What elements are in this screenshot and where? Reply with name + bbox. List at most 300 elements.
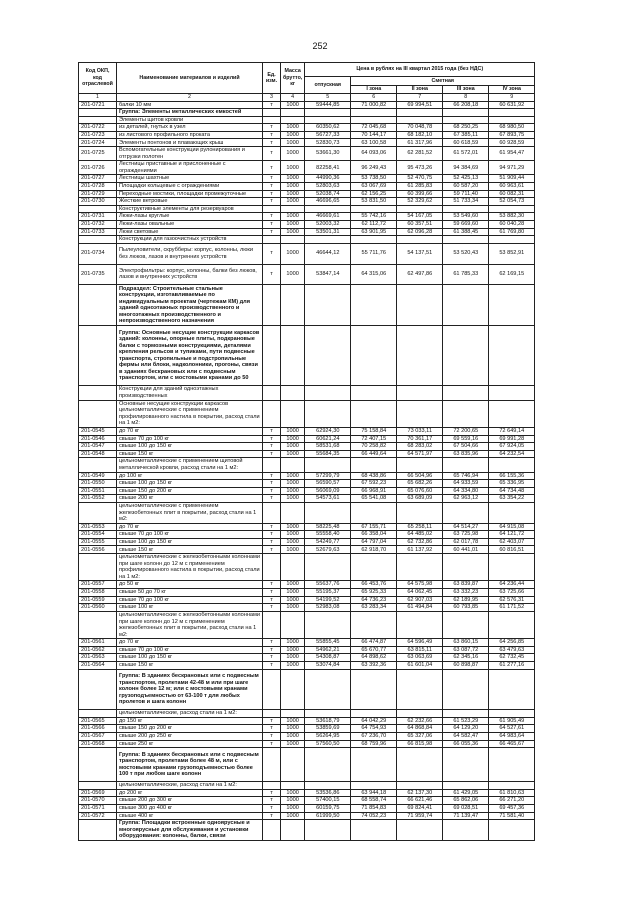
zone-1-price-cell: 66 453,76 [351,581,397,589]
zone-2-price-cell: 52 329,62 [397,198,443,206]
release-price-cell: 56590,57 [305,480,351,488]
zone-4-price-cell: 62 403,07 [489,538,535,546]
mass-cell: 1000 [281,198,305,206]
code-cell: 201-0733 [79,228,117,236]
name-cell: Жесткие ветровые [117,198,263,206]
code-cell [79,236,117,244]
code-cell [79,669,117,710]
zone-3-price-cell [443,285,489,326]
zone-1-price-cell: 66 474,87 [351,639,397,647]
release-price-cell [305,782,351,790]
table-row [79,782,535,790]
mass-cell: 1000 [281,789,305,797]
zone-2-price-cell: 62 096,28 [397,228,443,236]
table-row [79,161,535,175]
page-number: 252 [312,41,328,51]
code-cell: 201-0553 [79,523,117,531]
zone-4-price-cell: 69 457,36 [489,804,535,812]
mass-cell: 1000 [281,435,305,443]
unit-cell [263,820,281,841]
zone-3-price-cell: 62 963,12 [443,495,489,503]
mass-cell: 1000 [281,797,305,805]
code-cell: 201-0726 [79,161,117,175]
release-price-cell: 54249,77 [305,538,351,546]
release-price-cell [305,820,351,841]
code-cell: 201-0564 [79,661,117,669]
zone-2-price-cell: 62 732,86 [397,538,443,546]
zone-2-price-cell: 62 137,30 [397,789,443,797]
table-row [79,190,535,198]
zone-4-price-cell [489,669,535,710]
code-cell [79,554,117,581]
zone-2-price-cell: 61 494,84 [397,604,443,612]
zone-2-price-cell: 64 596,49 [397,639,443,647]
name-cell: Группа: Площадки встроенные одноярусные и многоярусные для обслуживания и установки оборудования: колонны, балки, связи [117,820,263,841]
mass-cell: 1000 [281,639,305,647]
unit-cell [263,502,281,523]
name-cell: свыше 70 до 100 кг [117,596,263,604]
unit-cell: т [263,228,281,236]
unit-cell: т [263,221,281,229]
table-row [79,101,535,109]
zone-3-price-cell: 68 250,25 [443,124,489,132]
mass-cell: 1000 [281,243,305,264]
zone-1-price-cell [351,554,397,581]
zone-3-price-cell [443,502,489,523]
zone-3-price-cell: 67 385,11 [443,131,489,139]
zone-4-price-cell [489,325,535,385]
mass-cell: 1000 [281,161,305,175]
column-index: 8 [443,94,489,102]
zone-1-price-cell: 72 045,68 [351,124,397,132]
release-price-cell: 60159,75 [305,804,351,812]
zone-2-price-cell [397,116,443,124]
zone-1-price-cell: 55 742,16 [351,213,397,221]
zone-4-price-cell [489,400,535,427]
name-cell: свыше 70 до 100 кг [117,646,263,654]
mass-cell: 1000 [281,732,305,740]
table-row [79,264,535,285]
zone-1-price-cell: 55 711,76 [351,243,397,264]
release-price-cell: 58531,68 [305,443,351,451]
name-cell: Группа: Основные несущие конструкции каркасов зданий: колонны, опорные плиты, подкрановые балки с тормозными конструкциями, деталями крепления рельсов и тупиками, пути подвесные транспорта, стропильные и подстропильные фермы или блоки, надколонники, прогоны, связи в зданиях бескрановых или с подвесным транспортом, или с мостовыми кранами до 50 [117,325,263,385]
zone-2-price-cell: 69 824,41 [397,804,443,812]
zone-4-price-cell: 61 954,47 [489,147,535,161]
zone-2-price-cell: 60 357,51 [397,221,443,229]
table-row [79,804,535,812]
release-price-cell [305,325,351,385]
table-row [79,236,535,244]
name-cell: Площадки кольцевые с ограждениями [117,183,263,191]
zone-3-price-cell [443,782,489,790]
release-price-cell: 55855,45 [305,639,351,647]
zone-2-price-cell: 63 689,09 [397,495,443,503]
release-price-cell [305,611,351,638]
mass-cell: 1000 [281,654,305,662]
code-cell: 201-0568 [79,740,117,748]
table-row [79,116,535,124]
column-index: 9 [489,94,535,102]
unit-cell [263,325,281,385]
name-cell: свыше 300 до 400 кг [117,804,263,812]
zone-4-price-cell: 62 732,45 [489,654,535,662]
column-index: 6 [351,94,397,102]
zone-2-price-cell: 61 601,04 [397,661,443,669]
zone-2-price-cell: 54 167,05 [397,213,443,221]
zone-3-price-cell: 51 733,34 [443,198,489,206]
table-row [79,596,535,604]
column-index: 1 [79,94,117,102]
mass-cell: 1000 [281,740,305,748]
zone-3-price-cell: 63 860,15 [443,639,489,647]
name-cell: свыше 70 до 100 кг [117,435,263,443]
zone-3-price-cell: 62 345,16 [443,654,489,662]
zone-1-price-cell: 64 042,29 [351,717,397,725]
mass-cell: 1000 [281,725,305,733]
zone-4-price-cell: 66 155,36 [489,472,535,480]
zone-4-price-cell: 64 256,85 [489,639,535,647]
unit-cell: т [263,183,281,191]
name-cell: цельнометаллические с железобетонными колоннами при шаге колонн до 12 м с применением железобетонных плит в покрытии, расход стали на 1 м2: [117,611,263,638]
zone-3-price-cell: 64 582,47 [443,732,489,740]
zone-3-price-cell: 64 514,27 [443,523,489,531]
unit-cell: т [263,243,281,264]
zone-1-price-cell [351,386,397,400]
table-row [79,725,535,733]
name-cell: Лестницы шахтные [117,175,263,183]
release-price-cell: 56264,95 [305,732,351,740]
zone-2-price-cell: 61 285,83 [397,183,443,191]
table-row [79,654,535,662]
zone-1-price-cell: 71 000,82 [351,101,397,109]
zone-3-price-cell: 64 933,59 [443,480,489,488]
code-cell: 201-0551 [79,487,117,495]
mass-cell: 1000 [281,487,305,495]
table-row [79,175,535,183]
code-cell [79,611,117,638]
unit-cell [263,554,281,581]
unit-cell: т [263,661,281,669]
table-row [79,183,535,191]
table-row [79,669,535,710]
zone-4-price-cell [489,554,535,581]
table-row [79,480,535,488]
zone-2-price-cell [397,285,443,326]
mass-cell: 1000 [281,427,305,435]
table-row [79,325,535,385]
zone-4-price-cell: 61 171,52 [489,604,535,612]
name-cell: свыше 100 до 150 кг [117,654,263,662]
zone-3-price-cell: 59 669,60 [443,221,489,229]
zone-4-price-cell: 68 980,50 [489,124,535,132]
header-zone-2: II зона [397,86,443,94]
name-cell: Люки-лазы круглые [117,213,263,221]
zone-2-price-cell [397,710,443,718]
mass-cell [281,748,305,782]
name-cell: свыше 150 до 200 кг [117,487,263,495]
zone-1-price-cell [351,502,397,523]
unit-cell: т [263,450,281,458]
table-row [79,611,535,638]
mass-cell: 1000 [281,546,305,554]
release-price-cell [305,554,351,581]
zone-4-price-cell: 94 971,29 [489,161,535,175]
mass-cell: 1000 [281,581,305,589]
unit-cell [263,611,281,638]
release-price-cell: 55195,37 [305,589,351,597]
zone-2-price-cell [397,782,443,790]
mass-cell [281,611,305,638]
code-cell: 201-0721 [79,101,117,109]
mass-cell: 1000 [281,139,305,147]
zone-3-price-cell: 62 017,78 [443,538,489,546]
zone-2-price-cell [397,611,443,638]
zone-2-price-cell: 66 815,98 [397,740,443,748]
name-cell: Электрофильтры: корпус, колонны, балки без люков, лазов и внутренних устройств [117,264,263,285]
code-cell: 201-0734 [79,243,117,264]
name-cell: свыше 200 кг [117,495,263,503]
zone-4-price-cell [489,502,535,523]
release-price-cell: 57400,15 [305,797,351,805]
zone-2-price-cell [397,502,443,523]
unit-cell: т [263,523,281,531]
zone-4-price-cell: 64 121,72 [489,531,535,539]
code-cell: 201-0724 [79,139,117,147]
zone-2-price-cell: 65 076,60 [397,487,443,495]
release-price-cell [305,285,351,326]
zone-1-price-cell [351,458,397,472]
zone-1-price-cell: 71 854,83 [351,804,397,812]
header-mass: Масса брутто, кг [281,63,305,94]
zone-4-price-cell: 71 581,40 [489,812,535,820]
code-cell: 201-0571 [79,804,117,812]
unit-cell: т [263,546,281,554]
release-price-cell [305,710,351,718]
zone-1-price-cell: 74 052,23 [351,812,397,820]
name-cell: свыше 100 до 150 кг [117,538,263,546]
zone-3-price-cell: 65 746,94 [443,472,489,480]
zone-1-price-cell: 63 901,95 [351,228,397,236]
zone-3-price-cell [443,400,489,427]
zone-1-price-cell [351,325,397,385]
unit-cell [263,109,281,117]
code-cell: 201-0556 [79,546,117,554]
table-row [79,139,535,147]
zone-1-price-cell [351,400,397,427]
zone-1-price-cell: 68 759,96 [351,740,397,748]
zone-2-price-cell: 64 485,02 [397,531,443,539]
release-price-cell: 60621,24 [305,435,351,443]
table-row [79,604,535,612]
code-cell [79,285,117,326]
zone-3-price-cell: 60 441,01 [443,546,489,554]
zone-1-price-cell: 53 738,50 [351,175,397,183]
mass-cell [281,400,305,427]
name-cell: до 200 кг [117,789,263,797]
header-unit: Ед. изм. [263,63,281,94]
mass-cell: 1000 [281,213,305,221]
zone-1-price-cell [351,205,397,213]
zone-4-price-cell: 61 769,80 [489,228,535,236]
release-price-cell: 46696,65 [305,198,351,206]
zone-4-price-cell [489,611,535,638]
table-row [79,109,535,117]
zone-4-price-cell [489,109,535,117]
unit-cell [263,116,281,124]
release-price-cell [305,400,351,427]
table-header [79,63,535,102]
zone-3-price-cell: 67 504,66 [443,443,489,451]
table-row [79,243,535,264]
name-cell: до 100 кг [117,472,263,480]
release-price-cell: 54573,61 [305,495,351,503]
mass-cell: 1000 [281,101,305,109]
mass-cell [281,109,305,117]
name-cell: цельнометаллические с применением щитовой металлической кровли, расход стали на 1 м2: [117,458,263,472]
zone-4-price-cell: 65 336,95 [489,480,535,488]
zone-3-price-cell: 61 429,05 [443,789,489,797]
zone-4-price-cell: 60 928,59 [489,139,535,147]
zone-4-price-cell: 67 924,05 [489,443,535,451]
unit-cell: т [263,531,281,539]
zone-2-price-cell: 65 327,06 [397,732,443,740]
table-row [79,812,535,820]
name-cell: цельнометаллические, расход стали на 1 м2: [117,710,263,718]
mass-cell: 1000 [281,646,305,654]
zone-4-price-cell [489,782,535,790]
name-cell: Переходные мостики, площадки промежуточные [117,190,263,198]
zone-1-price-cell [351,669,397,710]
release-price-cell [305,109,351,117]
name-cell: Подраздел: Строительные стальные конструкции, изготавливаемые по индивидуальным проектам (чертежам КМ) для зданий одноэтажных производственного и многоэтажных производственного и непроизводственного назначения [117,285,263,326]
zone-2-price-cell: 70 361,17 [397,435,443,443]
name-cell: свыше 250 кг [117,740,263,748]
code-cell [79,748,117,782]
code-cell: 201-0569 [79,789,117,797]
release-price-cell [305,669,351,710]
mass-cell [281,236,305,244]
name-cell: до 150 кг [117,717,263,725]
release-price-cell: 57560,50 [305,740,351,748]
mass-cell: 1000 [281,450,305,458]
table-row [79,427,535,435]
release-price-cell [305,205,351,213]
zone-4-price-cell: 61 810,63 [489,789,535,797]
table-row [79,748,535,782]
zone-2-price-cell: 68 283,02 [397,443,443,451]
column-index: 4 [281,94,305,102]
unit-cell: т [263,732,281,740]
name-cell: Элементы понтонов и плавающих крыш [117,139,263,147]
zone-4-price-cell [489,205,535,213]
zone-3-price-cell [443,748,489,782]
zone-2-price-cell [397,236,443,244]
release-price-cell: 55558,40 [305,531,351,539]
unit-cell: т [263,812,281,820]
code-cell [79,502,117,523]
code-cell: 201-0560 [79,604,117,612]
zone-3-price-cell: 60 618,59 [443,139,489,147]
name-cell: свыше 200 до 250 кг [117,732,263,740]
mass-cell: 1000 [281,531,305,539]
table-row [79,581,535,589]
code-cell: 201-0548 [79,450,117,458]
zone-3-price-cell [443,820,489,841]
release-price-cell: 54308,87 [305,654,351,662]
zone-2-price-cell: 62 907,03 [397,596,443,604]
name-cell: Люки световые [117,228,263,236]
unit-cell: т [263,725,281,733]
zone-3-price-cell: 61 572,01 [443,147,489,161]
release-price-cell: 53847,14 [305,264,351,285]
unit-cell: т [263,538,281,546]
zone-1-price-cell: 64 736,23 [351,596,397,604]
table-row [79,386,535,400]
table-row [79,740,535,748]
code-cell [79,710,117,718]
unit-cell [263,285,281,326]
release-price-cell: 62924,30 [305,427,351,435]
table-row [79,639,535,647]
zone-4-price-cell: 69 991,28 [489,435,535,443]
zone-1-price-cell: 64 898,62 [351,654,397,662]
table-row [79,400,535,427]
table-row [79,487,535,495]
unit-cell: т [263,161,281,175]
zone-3-price-cell: 69 028,51 [443,804,489,812]
code-cell: 201-0570 [79,797,117,805]
unit-cell: т [263,124,281,132]
unit-cell: т [263,654,281,662]
zone-2-price-cell [397,325,443,385]
release-price-cell [305,386,351,400]
unit-cell [263,748,281,782]
zone-1-price-cell: 72 407,15 [351,435,397,443]
header-release: отпускная [305,77,351,94]
unit-cell [263,782,281,790]
zone-2-price-cell: 73 033,11 [397,427,443,435]
mass-cell: 1000 [281,175,305,183]
zone-3-price-cell: 59 711,40 [443,190,489,198]
unit-cell: т [263,596,281,604]
code-cell: 201-0730 [79,198,117,206]
zone-1-price-cell: 68 558,74 [351,797,397,805]
zone-4-price-cell: 67 893,75 [489,131,535,139]
name-cell: Конструктивные элементы для резервуаров [117,205,263,213]
code-cell: 201-0545 [79,427,117,435]
table-row [79,435,535,443]
zone-4-price-cell: 63 479,63 [489,646,535,654]
name-cell: свыше 100 до 150 кг [117,443,263,451]
zone-1-price-cell: 63 283,34 [351,604,397,612]
zone-1-price-cell: 65 541,08 [351,495,397,503]
zone-3-price-cell: 61 523,29 [443,717,489,725]
zone-4-price-cell [489,820,535,841]
zone-3-price-cell: 66 055,36 [443,740,489,748]
code-cell: 201-0563 [79,654,117,662]
release-price-cell: 53501,31 [305,228,351,236]
zone-3-price-cell [443,554,489,581]
zone-2-price-cell: 65 682,26 [397,480,443,488]
name-cell: из листового профильного проката [117,131,263,139]
table-row [79,546,535,554]
zone-4-price-cell [489,285,535,326]
zone-3-price-cell: 71 139,47 [443,812,489,820]
code-cell: 201-0555 [79,538,117,546]
mass-cell [281,502,305,523]
unit-cell: т [263,717,281,725]
table-row [79,820,535,841]
